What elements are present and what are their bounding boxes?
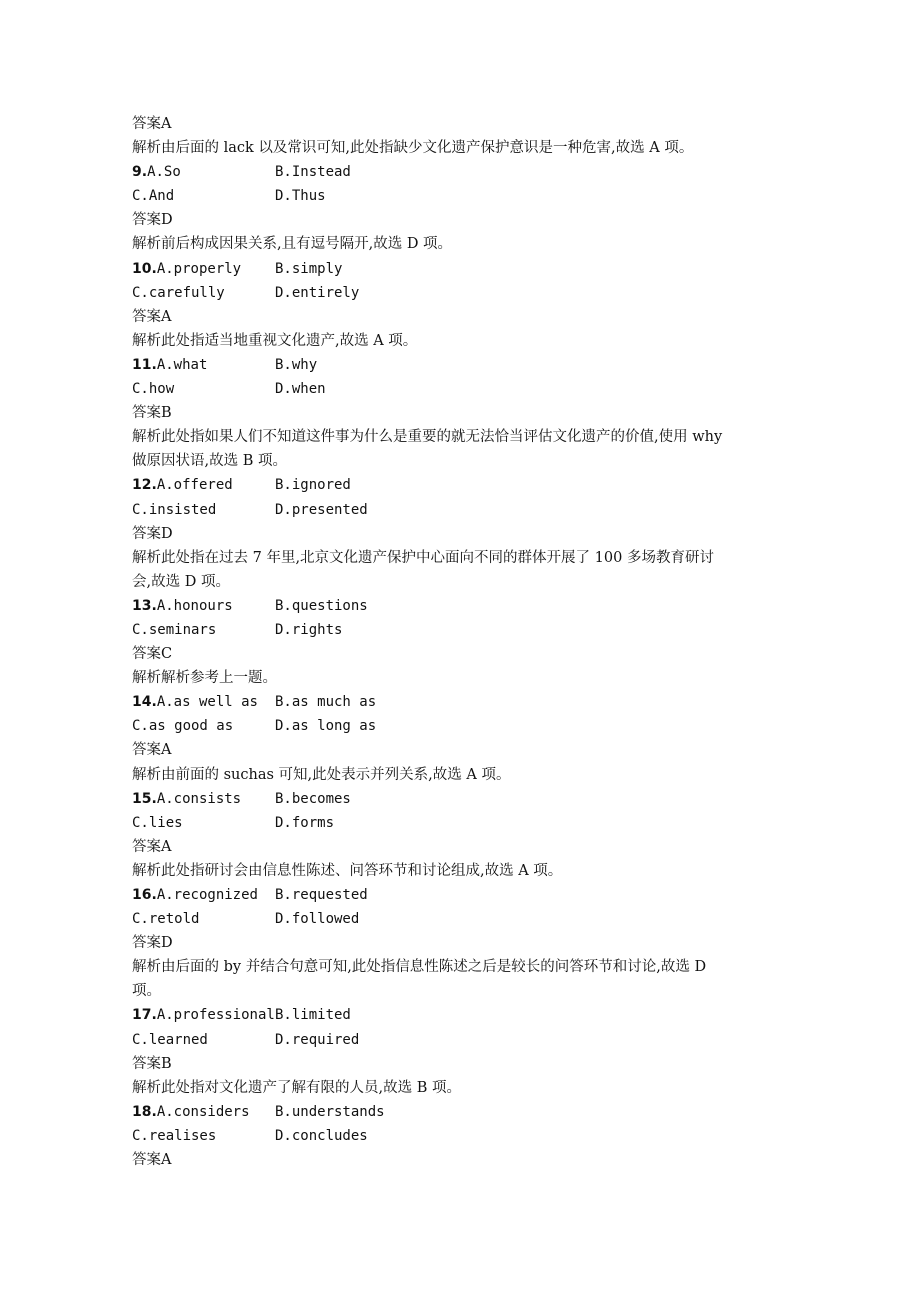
question-number: 13. — [132, 597, 157, 614]
option-c: C.lies — [132, 814, 183, 831]
option-b: B.becomes — [275, 790, 351, 807]
question-13 — [132, 594, 812, 642]
answer-line: 答案A — [132, 742, 172, 759]
question-16 — [132, 883, 812, 931]
question-15 — [132, 787, 812, 835]
explanation-line-continued: 做原因状语,故选 B 项。 — [132, 453, 287, 470]
option-a: A.as well as — [156, 694, 258, 711]
explanation-line-continued: 项。 — [132, 983, 161, 1000]
explanation-line: 解析此处指对文化遗产了解有限的人员,故选 B 项。 — [132, 1079, 461, 1096]
option-b: B.ignored — [275, 477, 351, 494]
option-b: B.questions — [275, 597, 368, 614]
question-17 — [132, 1003, 812, 1051]
option-c: C.carefully — [132, 284, 225, 301]
option-d: D.when — [275, 381, 326, 398]
answer-line: 答案B — [132, 405, 172, 422]
question-9 — [132, 160, 812, 208]
explanation-line: 解析此处指在过去 7 年里,北京文化遗产保护中心面向不同的群体开展了 100 多场教育研讨 — [132, 549, 714, 566]
option-c: C.as good as — [132, 718, 234, 735]
option-d: D.as long as — [275, 718, 377, 735]
option-d: D.presented — [275, 501, 368, 518]
option-b: B.requested — [275, 887, 368, 903]
option-b: B.as much as — [275, 694, 377, 711]
option-b: B.why — [275, 356, 318, 373]
question-14 — [132, 690, 812, 738]
question-number: 18. — [132, 1103, 157, 1120]
option-a: A.professional — [156, 1007, 275, 1024]
answer-line: 答案D — [132, 525, 173, 542]
option-a: A.consists — [156, 790, 242, 807]
document-page — [132, 112, 812, 1172]
explanation-line: 解析前后构成因果关系,且有逗号隔开,故选 D 项。 — [132, 236, 453, 253]
option-a: A.honours — [156, 597, 233, 614]
option-c: C.seminars — [132, 621, 217, 638]
answer-line: 答案A — [132, 838, 172, 855]
option-a: A.considers — [156, 1103, 250, 1120]
explanation-line: 解析此处指如果人们不知道这件事为什么是重要的就无法恰当评估文化遗产的价值,使用 why — [132, 429, 723, 446]
option-b: B.limited — [275, 1007, 351, 1024]
option-a: A.offered — [156, 477, 233, 494]
option-c: C.learned — [132, 1031, 208, 1048]
explanation-line: 解析此处指研讨会由信息性陈述、问答环节和讨论组成,故选 A 项。 — [132, 862, 563, 879]
answer-line: 答案D — [132, 935, 173, 952]
option-b: B.simply — [275, 260, 343, 277]
option-b: B.Instead — [275, 164, 351, 181]
option-d: D.entirely — [275, 284, 360, 301]
answer-line: 答案A — [132, 1152, 172, 1169]
option-a: A.So — [147, 164, 181, 181]
question-number: 14. — [132, 694, 157, 711]
question-number: 15. — [132, 790, 157, 807]
answer-line: 答案B — [132, 1055, 172, 1072]
option-c: C.insisted — [132, 501, 217, 518]
explanation-line: 解析由前面的 suchas 可知,此处表示并列关系,故选 A 项。 — [132, 766, 511, 783]
option-d: D.Thus — [275, 188, 326, 205]
explanation-line-continued: 会,故选 D 项。 — [132, 573, 230, 590]
option-a: A.recognized — [156, 887, 258, 903]
question-number: 17. — [132, 1007, 157, 1024]
question-number: 16. — [132, 887, 157, 903]
option-b: B.understands — [275, 1103, 385, 1120]
option-c: C.retold — [132, 911, 200, 928]
option-a: A.properly — [156, 260, 242, 277]
answer-line: 答案A — [132, 308, 172, 325]
question-12 — [132, 473, 812, 521]
option-a: A.what — [156, 356, 208, 373]
explanation-line: 解析解析参考上一题。 — [132, 670, 277, 687]
option-d: D.rights — [275, 621, 343, 638]
option-d: D.forms — [275, 814, 335, 831]
question-number: 9. — [132, 164, 148, 181]
question-number: 12. — [132, 477, 157, 494]
option-d: D.followed — [275, 911, 360, 928]
option-d: D.required — [275, 1031, 360, 1048]
explanation-line: 解析由后面的 lack 以及常识可知,此处指缺少文化遗产保护意识是一种危害,故选 A 项。 — [132, 140, 694, 157]
option-c: C.realises — [132, 1127, 217, 1144]
question-18 — [132, 1100, 812, 1148]
question-11 — [132, 353, 812, 401]
answer-line: 答案C — [132, 646, 173, 663]
option-c: C.how — [132, 381, 175, 398]
answer-line: 答案D — [132, 212, 173, 229]
question-number: 10. — [132, 260, 157, 277]
question-10 — [132, 257, 812, 305]
option-d: D.concludes — [275, 1127, 368, 1144]
answer-line: 答案A — [132, 116, 172, 132]
question-number: 11. — [132, 356, 157, 373]
explanation-line: 解析由后面的 by 并结合句意可知,此处指信息性陈述之后是较长的问答环节和讨论,故选 D — [132, 959, 707, 976]
option-c: C.And — [132, 188, 175, 205]
explanation-line: 解析此处指适当地重视文化遗产,故选 A 项。 — [132, 332, 418, 349]
